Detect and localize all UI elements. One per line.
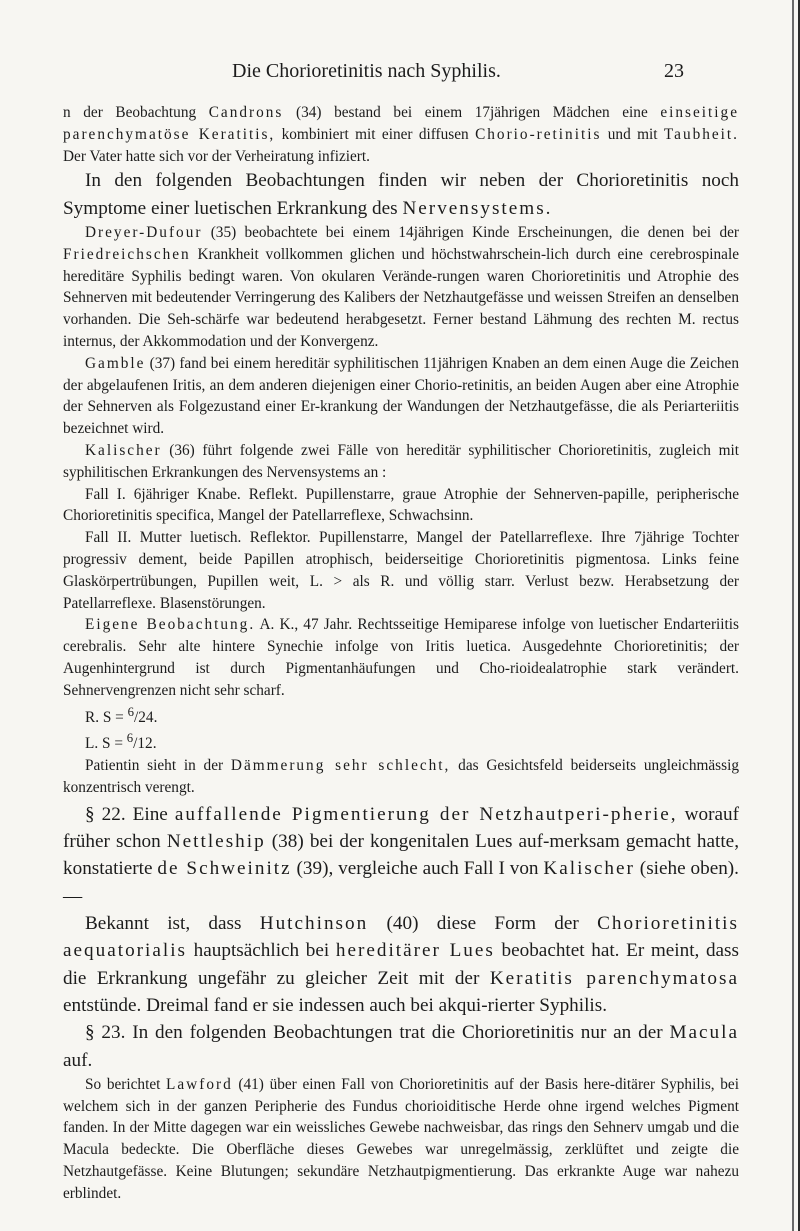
emphasis: Macula: [669, 1022, 739, 1044]
paragraph-hutchinson: Bekannt ist, dass Hutchinson (40) diese Form der Chorioretinitis aequatorialis hauptsächlich bei hereditärer Lues beobachtet hat. Er meint, dass die Erkrankung ungefähr zu gleicher Zeit mit der Keratitis parenchymatosa entstünde. Dreimal fand er sie indessen auch bei akqui-rierter Syphilis.: [63, 913, 740, 1016]
author-name: Gamble: [85, 354, 146, 372]
page-number: 23: [664, 60, 684, 82]
section-22: § 22. Eine auffallende Pigmentierung der Netzhautperi-pherie, worauf früher schon Nettleship (38) bei der kongenitalen Lues auf-merksam gemacht hatte, konstatierte de Schweinitz (39), vergleiche auch Fall I von Kalischer (siehe oben). —: [63, 803, 739, 907]
page-header: [232, 60, 684, 84]
author-name: Kalischer: [85, 441, 162, 459]
paragraph-case-1: Fall I. 6jähriger Knabe. Reflekt. Pupillenstarre, graue Atrophie der Sehnerven-papille, peripherische Chorioretinitis specifica, Mangel der Patellarreflexe, Schwachsinn.: [63, 485, 739, 525]
emphasis: Chorioretinitis aequatorialis: [63, 913, 739, 962]
author-name: Nettleship: [166, 831, 266, 853]
emphasis: Friedreichschen: [63, 245, 191, 263]
author-name: de Schweinitz: [157, 858, 292, 880]
running-title: Die Chorioretinitis nach Syphilis.: [232, 60, 501, 82]
paragraph-candron: n der Beobachtung Candrons (34) bestand bei einem 17jährigen Mädchen eine einseitige parenchymatöse Keratitis, kombiniert mit einer diffusen Chorio-retinitis und mit Taubheit. Der Vater hatte sich vor der Verheiratung infiziert.: [63, 104, 739, 165]
paragraph-lawford: So berichtet Lawford (41) über einen Fall von Chorioretinitis auf der Basis here-ditärer Syphilis, bei welchem sich in der ganzen Peripherie des Fundus chorioiditische Herde ohne irgend welches Pigment fanden. In der Mitte dagegen war ein weissliches Gewebe nachweisbar, das rings den Sehnerv umgab und die Macula bedeckte. Die Oberfläche dieses Gewebes war unregelmässig, zerklüftet und zeigte die Netzhautgefässe. Keine Blutungen; sekundäre Netzhautpigmentierung. Das erkrankte Auge war nahezu erblindet.: [63, 1075, 739, 1202]
emphasis: Keratitis parenchymatosa: [489, 967, 740, 989]
body-text: [63, 102, 739, 1205]
visual-acuity-right: R. S = $^6$/24.: [85, 704, 158, 726]
emphasis: auffallende Pigmentierung der Netzhautperi-pherie,: [174, 803, 678, 825]
emphasis: Dämmerung sehr schlecht,: [230, 757, 451, 775]
paragraph-nervous-system: In den folgenden Beobachtungen finden wir neben der Chorioretinitis noch Symptome einer luetischen Erkrankung des Nervensystems.: [63, 170, 739, 219]
page-edge: [792, 0, 794, 1231]
paragraph-gamble: Gamble (37) fand bei einem hereditär syphilitischen 11jährigen Knaben an dem einen Auge die Zeichen der abgelaufenen Iritis, an dem anderen diejenigen einer Chorio-retinitis, an beiden Augen aber eine Atrophie der Sehnerven als Folgezustand einer Er-krankung der Wandungen der Netzhautgefässe, die als Periarteriitis bezeichnet wird.: [63, 354, 739, 438]
emphasis: Chorio-retinitis: [475, 125, 602, 143]
emphasis: Nervensystems.: [402, 197, 553, 219]
author-name: Kalischer: [543, 858, 635, 880]
author-name: Candrons: [208, 104, 284, 121]
emphasis: einseitige parenchymatöse Keratitis,: [63, 104, 739, 143]
author-name: Hutchinson: [259, 913, 369, 935]
paragraph-case-2: Fall II. Mutter luetisch. Reflektor. Pupillenstarre, Mangel der Patellarreflexe. Ihre 7jährige Tochter progressiv dement, beide Papillen atrophisch, beiderseitige Chorioretinitis pigmentosa. Links feine Glaskörpertrübungen, Pupillen weit, L. > als R. und völlig starr. Verlust bezw. Herabsetzung der Patellarreflexe. Blasenstörungen.: [63, 529, 739, 612]
paragraph-kalischer: Kalischer (36) führt folgende zwei Fälle von hereditär syphilitischer Chorioretinitis, zugleich mit syphilitischen Erkrankungen des Nervensystems an :: [63, 441, 739, 481]
paragraph-patient: Patientin sieht in der Dämmerung sehr schlecht, das Gesichtsfeld beiderseits ungleichmässig konzentrisch verengt.: [63, 757, 739, 797]
emphasis: hereditärer Lues: [335, 940, 495, 962]
visual-acuity-left: L. S = $^6$/12.: [85, 731, 157, 753]
author-name: Lawford: [166, 1075, 233, 1093]
emphasis: Eigene Beobachtung.: [85, 616, 256, 634]
paragraph-dreyer-dufour: Dreyer-Dufour (35) beobachtete bei einem 14jährigen Kinde Erscheinungen, die denen bei der Friedreichschen Krankheit vollkommen glichen und höchstwahrschein-lich durch eine cerebrospinale hereditäre Syphilis bedingt waren. Von okularen Verände-rungen waren Chorioretinitis und Atrophie des Sehnerven mit bedeutender Verringerung des Kalibers der Netzhautgefässe und weissen Streifen an denselben vorhanden. Die Seh-schärfe war bedeutend herabgesetzt. Ferner bestand Lähmung des rechten M. rectus internus, der Akkommodation und der Konvergenz.: [63, 223, 739, 350]
emphasis: Taubheit.: [663, 125, 739, 143]
author-name: Dreyer-Dufour: [85, 223, 203, 241]
paragraph-own-observation: Eigene Beobachtung. A. K., 47 Jahr. Rechtsseitige Hemiparese infolge von luetischer Endarteriitis cerebralis. Sehr alte hintere Synechie infolge von Iritis luetica. Ausgedehnte Chorioretinitis; der Augenhintergrund ist durch Pigmentanhäufungen und Cho-rioidealatrophie stark verändert. Sehnervengrenzen nicht sehr scharf.: [63, 616, 739, 699]
section-23: § 23. In den folgenden Beobachtungen trat die Chorioretinitis nur an der Macula auf.: [63, 1022, 739, 1071]
